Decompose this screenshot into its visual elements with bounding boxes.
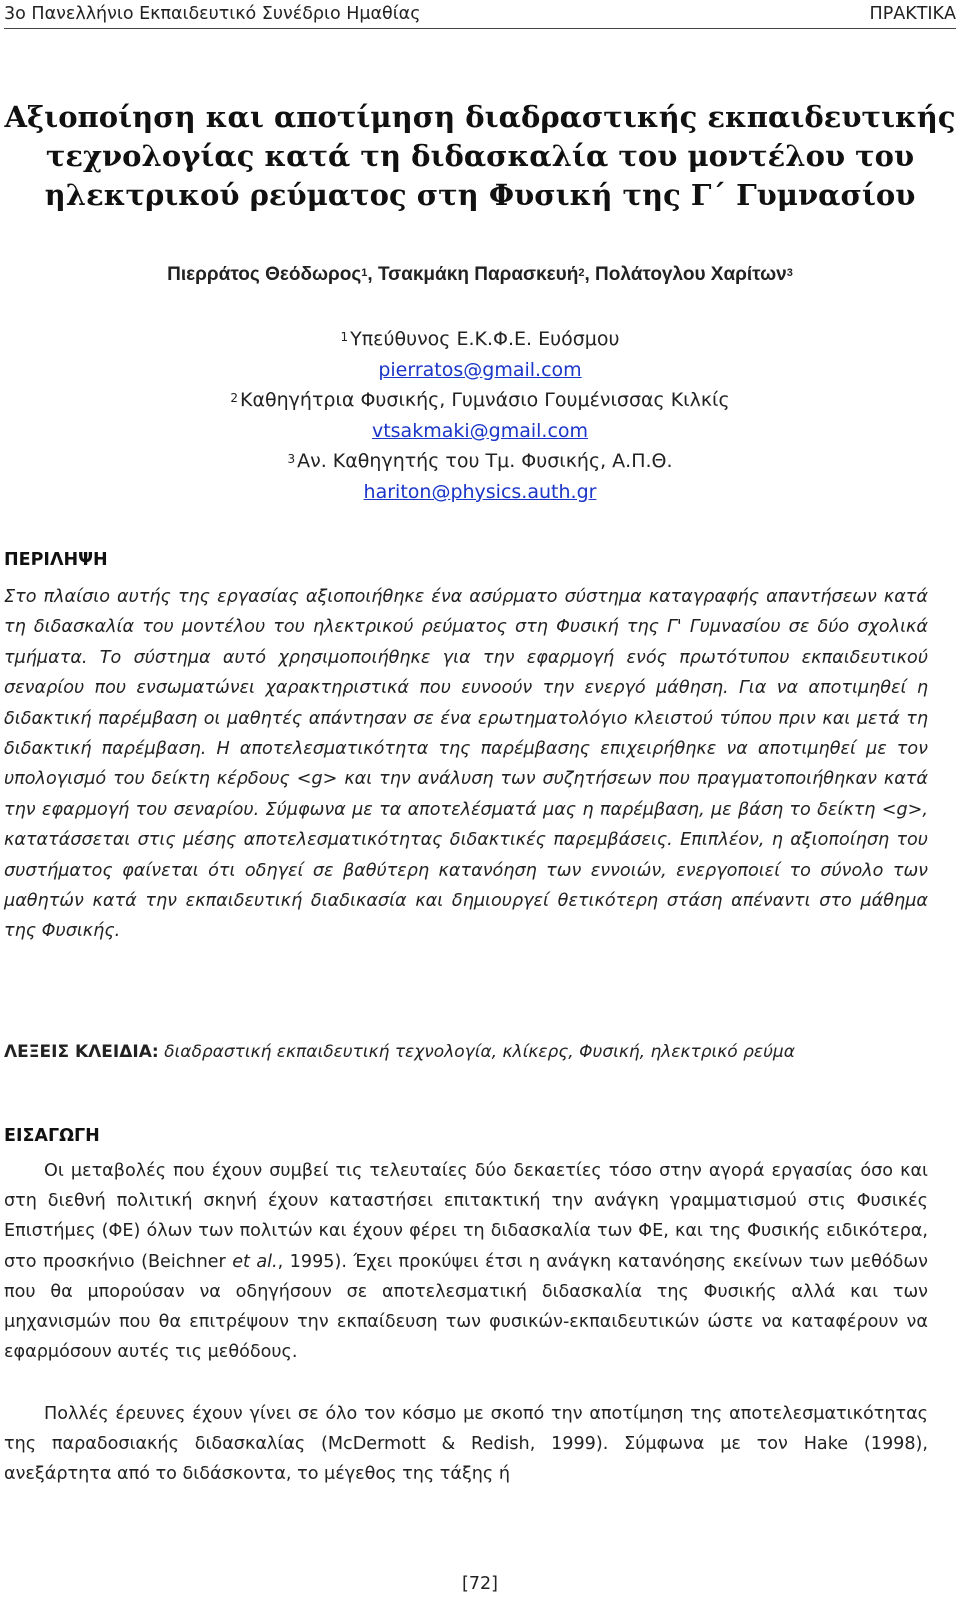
- keywords-text: διαδραστική εκπαιδευτική τεχνολογία, κλίκερς, Φυσική, ηλεκτρικό ρεύμα: [164, 1042, 795, 1062]
- running-header: [4, 0, 956, 29]
- affiliation-1-text: Υπεύθυνος Ε.Κ.Φ.Ε. Ευόσμου: [350, 328, 620, 350]
- affiliation-1: [0, 324, 960, 355]
- author-2: Τσακμάκη Παρασκευή: [377, 264, 579, 285]
- abstract-heading: ΠΕΡΙΛΗΨΗ: [4, 550, 108, 570]
- author-2-affiliation-mark: 2: [578, 267, 585, 279]
- proceedings-label: ΠΡΑΚΤΙΚΑ: [869, 4, 956, 24]
- affiliation-1-email-line: [0, 355, 960, 386]
- title-line-1: Αξιοποίηση και αποτίμηση διαδραστικής εκπαιδευτικής: [4, 100, 956, 134]
- affiliation-1-mark: 1: [340, 330, 349, 344]
- introduction-paragraph-1: [4, 1156, 928, 1367]
- author-separator: ,: [367, 264, 378, 285]
- author-3-affiliation-mark: 3: [786, 267, 793, 279]
- keywords-label: ΛΕΞΕΙΣ ΚΛΕΙΔΙΑ:: [4, 1042, 159, 1062]
- introduction-paragraph-1-text: Οι μεταβολές που έχουν συμβεί τις τελευταίες δύο δεκαετίες τόσο στην αγορά εργασίας όσο και στη διεθνή πολιτική σκηνή έχουν καταστήσει επιτακτική την ανάγκη γραμματισμού στις Φυσικές Επιστήμες (ΦΕ) όλων των πολιτών και έχουν φέρει τη διδασκαλία των ΦΕ, και της Φυσικής ειδικότερα, στο προσκήνιο (Beichner: [4, 1161, 928, 1272]
- author-separator: ,: [584, 264, 596, 285]
- title-line-2: τεχνολογίας κατά τη διδασκαλία του μοντέλου του: [45, 139, 915, 173]
- introduction-heading: ΕΙΣΑΓΩΓΗ: [4, 1126, 100, 1146]
- author-3: Πολάτογλου Χαρίτων: [595, 264, 787, 285]
- email-link-3[interactable]: hariton@physics.auth.gr: [363, 480, 597, 503]
- title-line-3: ηλεκτρικού ρεύματος στη Φυσική της Γ΄ Γυμνασίου: [44, 178, 916, 212]
- affiliations: [0, 324, 960, 508]
- author-1: Πιερράτος Θεόδωρος: [167, 264, 362, 285]
- affiliation-3-email-line: [0, 477, 960, 508]
- paper-title: [0, 98, 960, 215]
- affiliation-2-email-line: [0, 416, 960, 447]
- abstract-text: Στο πλαίσιο αυτής της εργασίας αξιοποιήθηκε ένα ασύρματο σύστημα καταγραφής απαντήσεων κατά τη διδασκαλία του μοντέλου του ηλεκτρικού ρεύματος στη Φυσική της Γ' Γυμνασίου σε δύο σχολικά τμήματα. Το σύστημα αυτό χρησιμοποιήθηκε για την εφαρμογή ενός πρωτότυπου εκπαιδευτικού σεναρίου που ενσωματώνει χαρακτηριστικά που ευνοούν την ενεργό μάθηση. Για να αποτιμηθεί η διδακτική παρέμβαση οι μαθητές απάντησαν σε ένα ερωτηματολόγιο κλειστού τύπου πριν και μετά τη διδακτική παρέμβαση. Η αποτελεσματικότητα της παρέμβασης επιχειρήθηκε να αποτιμηθεί με τον υπολογισμό του δείκτη κέρδους <g> και την ανάλυση των συζητήσεων που πραγματοποιήθηκαν κατά την εφαρμογή του σεναρίου. Σύμφωνα με τα αποτελέσματά μας η παρέμβαση, με βάση το δείκτη <g>, κατατάσσεται στις μέσης αποτελεσματικότητας διδακτικές παρεμβάσεις. Επιπλέον, η αξιοποίηση του συστήματος φαίνεται ότι οδηγεί σε βαθύτερη κατανόηση των εννοιών, ενεργοποιεί το σύνολο των μαθητών κατά την εκπαιδευτική διαδικασία και δημιουργεί θετικότερη στάση απέναντι στο μάθημα της Φυσικής.: [4, 587, 928, 942]
- affiliation-3-text: Αν. Καθηγητής του Τμ. Φυσικής, Α.Π.Θ.: [297, 450, 673, 473]
- introduction-paragraph-2-text: Πολλές έρευνες έχουν γίνει σε όλο τον κόσμο με σκοπό την αποτίμηση της αποτελεσματικότητας της παραδοσιακής διδασκαλίας (McDermott & Redish, 1999). Σύμφωνα με τον Hake (1998), ανεξάρτητα από το διδάσκοντα, το μέγεθος της τάξης ή: [4, 1404, 928, 1485]
- email-link-2[interactable]: vtsakmaki@gmail.com: [371, 419, 589, 442]
- author-1-affiliation-mark: 1: [361, 267, 368, 279]
- introduction-paragraph-2: [4, 1399, 928, 1490]
- affiliation-2-text: Καθηγήτρια Φυσικής, Γυμνάσιο Γουμένισσας Κιλκίς: [240, 389, 730, 412]
- conference-name: 3ο Πανελλήνιο Εκπαιδευτικό Συνέδριο Ημαθίας: [4, 4, 421, 24]
- introduction-paragraph-1-continued: , 1995). Έχει προκύψει έτσι η ανάγκη κατανόησης εκείνων των μεθόδων που θα μπορούσαν να οδηγήσουν σε αποτελεσματική διδασκαλία της Φυσικής αλλά και των μηχανισμών που θα επιτρέψουν την εκπαίδευση των φυσικών-εκπαιδευτικών ώστε να καταφέρουν να εφαρμόσουν αυτές τις μεθόδους.: [4, 1251, 928, 1363]
- affiliation-3: [0, 446, 960, 477]
- affiliation-2: [0, 385, 960, 416]
- page-number: [72]: [462, 1574, 498, 1594]
- citation-et-al: et al.: [232, 1251, 278, 1272]
- email-link-1[interactable]: pierratos@gmail.com: [378, 358, 582, 381]
- keywords: [4, 1042, 795, 1062]
- affiliation-3-mark: 3: [287, 452, 296, 467]
- author-list: [0, 262, 960, 288]
- affiliation-2-mark: 2: [230, 391, 239, 406]
